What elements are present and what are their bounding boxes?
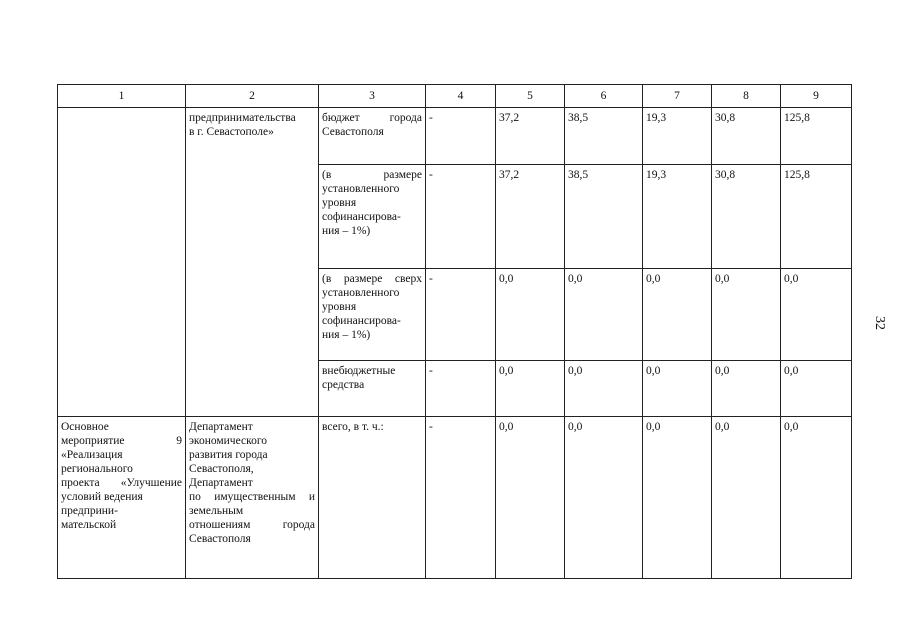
value-cell: 0,0	[712, 269, 781, 361]
budget-table	[57, 84, 852, 579]
value-cell: 0,0	[781, 417, 852, 579]
executor-line: Департамент	[189, 421, 253, 433]
value-cell: -	[426, 269, 496, 361]
header-cell: 4	[426, 85, 496, 108]
value-cell: 125,8	[781, 108, 852, 165]
header-cell: 7	[643, 85, 712, 108]
funding-source-cell: всего, в т. ч.:	[319, 417, 426, 579]
executor-line: Департамент	[189, 477, 253, 489]
source-line: Севастополя	[322, 126, 384, 138]
value-cell: 0,0	[712, 417, 781, 579]
value-cell: 37,2	[496, 165, 565, 269]
value-cell: 38,5	[565, 165, 643, 269]
value-cell: 30,8	[712, 108, 781, 165]
measure-line: условий ведения	[61, 491, 143, 503]
value-cell: 0,0	[643, 417, 712, 579]
measure-line: «Реализация	[61, 449, 123, 461]
measure-line: Основное	[61, 421, 109, 433]
source-line: установленного	[322, 183, 400, 195]
source-line: бюджет города	[322, 112, 422, 124]
source-line: уровня	[322, 301, 357, 313]
value-cell: -	[426, 417, 496, 579]
measure-name-cell	[58, 108, 186, 417]
measure-line: проекта «Улучшение	[61, 477, 182, 489]
executor-line: предпринимательства	[189, 112, 296, 124]
funding-source-cell	[319, 108, 426, 165]
value-cell: -	[426, 108, 496, 165]
value-cell: 19,3	[643, 108, 712, 165]
value-cell: 0,0	[781, 269, 852, 361]
source-line: установленного	[322, 287, 400, 299]
value-cell: 38,5	[565, 108, 643, 165]
header-cell: 2	[186, 85, 319, 108]
header-cell: 5	[496, 85, 565, 108]
funding-source-cell	[319, 269, 426, 361]
source-line: ния – 1%)	[322, 329, 371, 341]
value-cell: 0,0	[496, 269, 565, 361]
header-cell: 1	[58, 85, 186, 108]
executor-line: экономического	[189, 435, 268, 447]
measure-line: мероприятие 9	[61, 435, 182, 447]
page-number: 32	[872, 316, 887, 330]
measure-line: регионального	[61, 463, 133, 475]
measure-name-cell	[58, 417, 186, 579]
table-row	[58, 108, 852, 165]
header-row	[58, 85, 852, 108]
executor-line: развития города	[189, 449, 268, 461]
executor-line: в г. Севастополе»	[189, 126, 274, 138]
value-cell: 0,0	[781, 361, 852, 417]
source-line: средства	[322, 379, 365, 391]
source-line: уровня	[322, 197, 357, 209]
table-row	[58, 417, 852, 579]
value-cell: 0,0	[643, 361, 712, 417]
header-cell: 8	[712, 85, 781, 108]
header-cell: 3	[319, 85, 426, 108]
funding-source-cell	[319, 165, 426, 269]
executor-line: по имущественным и	[189, 491, 315, 503]
value-cell: 0,0	[565, 361, 643, 417]
value-cell: 125,8	[781, 165, 852, 269]
value-cell: 0,0	[496, 361, 565, 417]
executor-line: отношениям города	[189, 519, 315, 531]
measure-line: мательской	[61, 519, 117, 531]
value-cell: 37,2	[496, 108, 565, 165]
source-line: внебюджетные	[322, 365, 396, 377]
executor-line: Севастополя	[189, 533, 251, 545]
source-line: софинансирова-	[322, 315, 401, 327]
source-line: (в размере сверх	[322, 273, 422, 285]
value-cell: -	[426, 361, 496, 417]
value-cell: 30,8	[712, 165, 781, 269]
value-cell: -	[426, 165, 496, 269]
value-cell: 0,0	[565, 417, 643, 579]
value-cell: 0,0	[712, 361, 781, 417]
executor-line: земельным	[189, 505, 244, 517]
value-cell: 0,0	[643, 269, 712, 361]
value-cell: 0,0	[565, 269, 643, 361]
source-line: ния – 1%)	[322, 225, 371, 237]
source-line: софинансирова-	[322, 211, 401, 223]
value-cell: 19,3	[643, 165, 712, 269]
executor-cell	[186, 417, 319, 579]
funding-source-cell	[319, 361, 426, 417]
header-cell: 9	[781, 85, 852, 108]
measure-line: предприни-	[61, 505, 118, 517]
source-line: (в размере	[322, 169, 422, 181]
executor-line: Севастополя,	[189, 463, 254, 475]
value-cell: 0,0	[496, 417, 565, 579]
executor-cell	[186, 108, 319, 417]
header-cell: 6	[565, 85, 643, 108]
